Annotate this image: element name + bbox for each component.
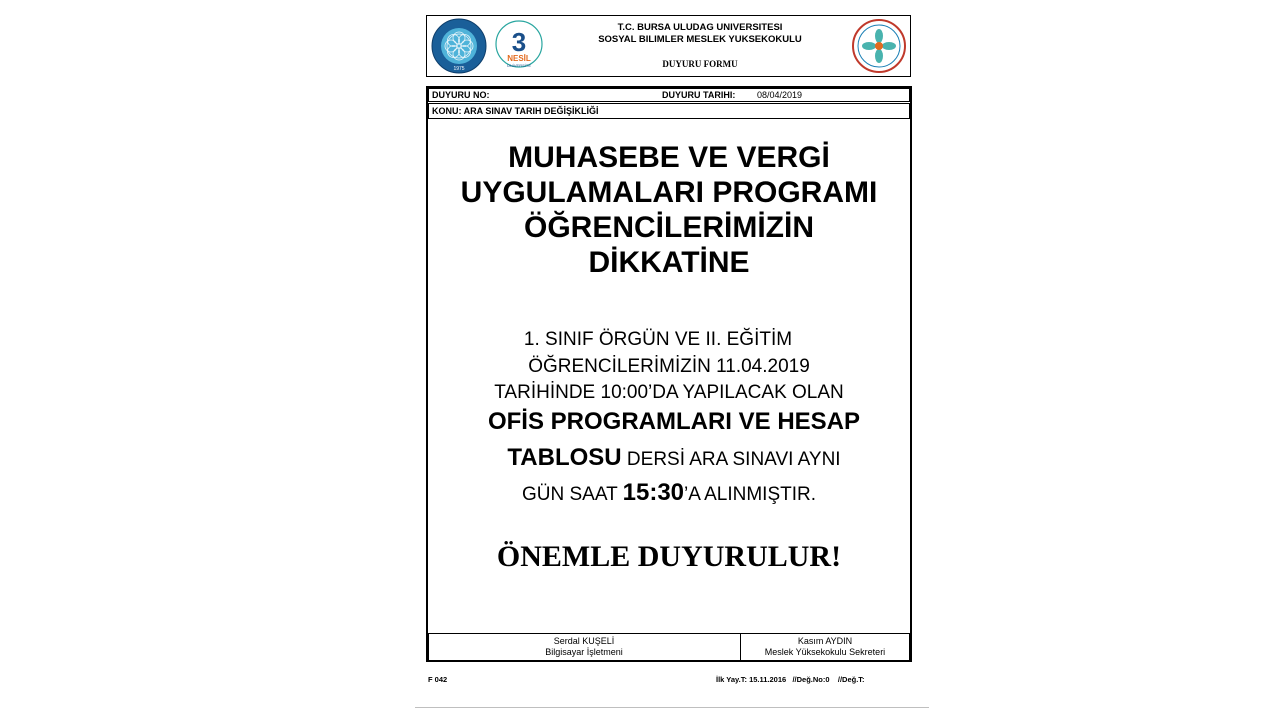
- announcement-subject: KONU: ARA SINAV TARIH DEĞİŞİKLİĞİ: [432, 106, 599, 116]
- seal-year-text: 1975: [453, 66, 465, 72]
- footer-rule: [415, 707, 929, 708]
- announcement-number-label: DUYURU NO:: [432, 90, 490, 100]
- logo-word-text: NESİL: [507, 54, 531, 63]
- logo-sub-text: ÜNİVERSİTE: [506, 63, 532, 68]
- right-signer-name: Kasım AYDIN: [797, 636, 853, 646]
- time-line: [429, 480, 909, 508]
- university-seal-logo: [431, 18, 487, 74]
- vocational-school-logo: [850, 18, 908, 74]
- course-name-line-1: [434, 409, 914, 437]
- time-suffix: ’A ALINMIŞTIR.: [684, 484, 817, 505]
- signature-divider: [740, 633, 741, 661]
- announcement-date-value: 08/04/2019: [757, 90, 803, 100]
- left-signer-name: Serdal KUŞELİ: [553, 636, 615, 646]
- title-line-3: ÖĞRENCİLERİMİZİN: [524, 211, 814, 244]
- logo-number-text: 3: [511, 27, 527, 57]
- course-name-line-2: [434, 445, 914, 473]
- course-after-text: DERSİ ARA SINAVI AYNI: [621, 449, 841, 470]
- course-name-bold-2: TABLOSU: [507, 444, 622, 471]
- paragraph-line-1: 1. SINIF ÖRGÜN VE II. EĞİTİM: [523, 329, 793, 350]
- third-generation-university-logo: [494, 18, 544, 74]
- title-line-4: DİKKATİNE: [588, 246, 750, 279]
- exam-time: 15:30: [622, 479, 685, 506]
- paragraph-line-2: ÖĞRENCİLERİMİZİN 11.04.2019: [528, 356, 810, 377]
- announcement-date-label: DUYURU TARIHI:: [662, 90, 736, 100]
- title-line-1: MUHASEBE VE VERGİ: [508, 141, 830, 174]
- course-name-bold-1: OFİS PROGRAMLARI VE HESAP: [487, 408, 861, 435]
- form-title: DUYURU FORMU: [662, 59, 738, 69]
- title-line-2: UYGULAMALARI PROGRAMI: [460, 176, 878, 209]
- paragraph-line-3: TARİHİNDE 10:00’DA YAPILACAK OLAN: [494, 382, 844, 403]
- right-signer-role: Meslek Yüksekokulu Sekreteri: [764, 647, 886, 657]
- left-signer-role: Bilgisayar İşletmeni: [545, 647, 623, 657]
- school-name: SOSYAL BILIMLER MESLEK YUKSEKOKULU: [598, 34, 802, 45]
- time-prefix: GÜN SAAT: [521, 484, 623, 505]
- form-code: F 042: [428, 675, 448, 684]
- revision-info: İlk Yay.T: 15.11.2016 //Değ.No:0 //Değ.T:: [716, 675, 865, 684]
- university-name: T.C. BURSA ULUDAG UNIVERSITESI: [617, 22, 783, 33]
- important-announcement: ÖNEMLE DUYURULUR!: [496, 540, 842, 573]
